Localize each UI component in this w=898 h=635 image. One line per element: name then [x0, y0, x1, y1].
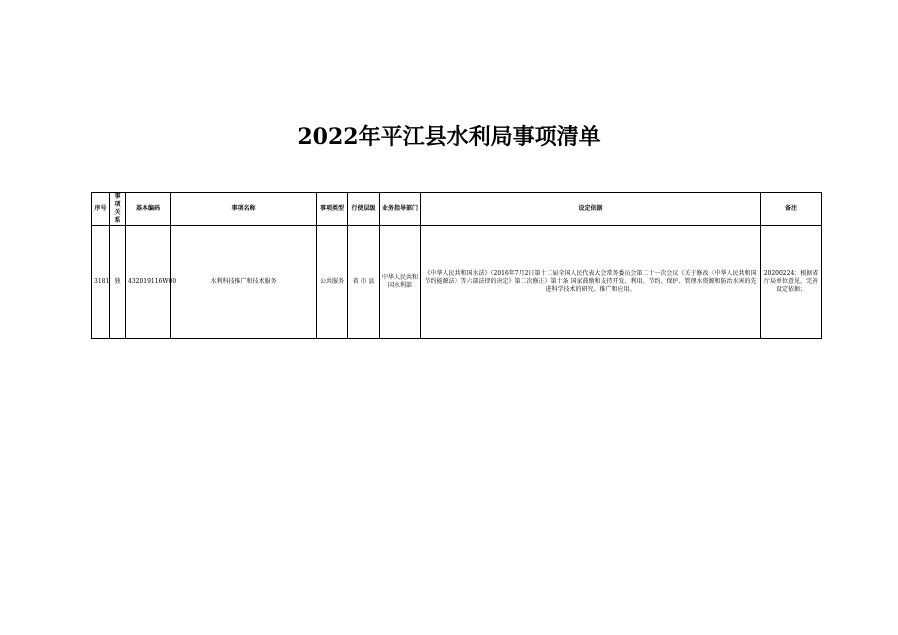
cell-department: 中华人民共和国水利部 [380, 226, 421, 339]
header-type: 事项类型 [317, 193, 348, 226]
header-remark: 备注 [761, 193, 822, 226]
table-header-row [92, 193, 822, 226]
header-department: 业务指导部门 [380, 193, 421, 226]
cell-type: 公共服务 [317, 226, 348, 339]
item-list-table [91, 192, 822, 339]
cell-basis: 《中华人民共和国水法》（2016年7月2日第十二届全国人民代表大会常务委员会第二十一次会议《关于修改〈中华人民共和国节约能源法〉等六部法律的决定》第二次修正）第十条 国家鼓励和支持开发、利用、节约、保护、管理水资源和防治水害的先进科学技术的研究、推广和应用。 [421, 226, 761, 339]
document-title: 2022年平江县水利局事项清单 [297, 124, 601, 150]
header-relation: 事项关系 [110, 193, 126, 226]
table-row [92, 226, 822, 339]
header-name: 事项名称 [171, 193, 317, 226]
header-level: 行使层级 [348, 193, 380, 226]
header-basis: 设定依据 [421, 193, 761, 226]
header-seq: 序号 [92, 193, 110, 226]
cell-level: 省 市 县 [348, 226, 380, 339]
cell-relation: 独 [110, 226, 126, 339]
cell-remark: 20200224：根据省厅局单位意见，完善设定依据； [761, 226, 822, 339]
cell-code: 432019116W00 [126, 226, 171, 339]
cell-seq: 3181 [92, 226, 110, 339]
cell-name: 水利科技推广和技术服务 [171, 226, 317, 339]
header-code: 基本编码 [126, 193, 171, 226]
